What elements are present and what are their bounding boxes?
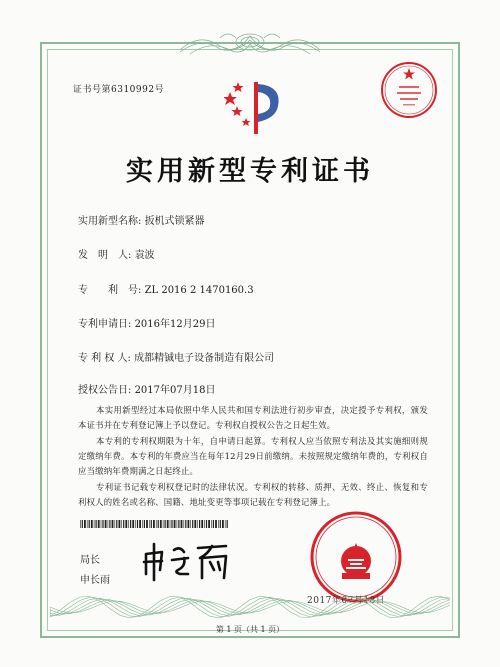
seal-date: 2017年07月18日 (307, 596, 386, 606)
field-label: 实用新型名称: (78, 216, 142, 227)
small-seal-stamp (379, 60, 439, 120)
body-paragraph-1: 本实用新型经过本局依照中华人民共和国专利法进行初步审查，决定授予专利权，颁发本证书并在专利登记簿上予以登记。专利权自授权公告之日起生效。 (78, 405, 428, 430)
field-value: 袁波 (134, 250, 155, 261)
inventor-row (78, 246, 155, 261)
page-footer: 第 1 页（共 1 页） (215, 625, 285, 634)
top-ornament (180, 30, 320, 56)
patentee-row (78, 349, 274, 364)
director-name: 申长雨 (80, 575, 110, 586)
field-value: 2016年12月29日 (134, 319, 216, 330)
utility-model-name-row (78, 212, 205, 227)
patent-office-logo-icon (224, 78, 282, 138)
field-value: ZL 2016 2 1470160.3 (144, 285, 254, 296)
patent-number-row (78, 281, 254, 296)
field-label: 发 明 人: (78, 250, 132, 261)
barcode (80, 520, 230, 528)
field-value: 2017年07月18日 (134, 385, 216, 396)
field-value: 扳机式锁紧器 (144, 216, 205, 227)
document-title: 实用新型专利证书 (126, 156, 374, 187)
field-label: 专利申请日: (78, 319, 132, 330)
bottom-ornament (50, 592, 450, 622)
grant-date-row (78, 381, 215, 396)
national-ip-seal-stamp (290, 503, 422, 603)
director-title: 局长 (80, 555, 100, 566)
field-value: 成都精铖电子设备制造有限公司 (134, 353, 275, 364)
handwritten-signature (140, 540, 235, 582)
body-paragraph-3: 专利证书记载专利权登记时的法律状况。专利权的转移、质押、无效、终止、恢复和专利权人的姓名或名称、国籍、地址变更等事项记载在专利登记簿上。 (78, 482, 428, 507)
field-label: 专 利 权 人: (78, 353, 131, 364)
certificate-number: 证书号第6310992号 (73, 85, 165, 95)
application-date-row (78, 315, 215, 330)
field-label: 授权公告日: (78, 385, 132, 396)
body-paragraph-2: 本专利的专利权期限为十年，自申请日起算。专利权人应当依照专利法及其实施细则规定缴纳年费。本专利的年费应当在每年12月29日前缴纳。未按照规定缴纳年费的，专利权自应当缴纳年费期满之日起终止。 (78, 436, 428, 476)
field-label: 专 利 号: (78, 285, 142, 296)
